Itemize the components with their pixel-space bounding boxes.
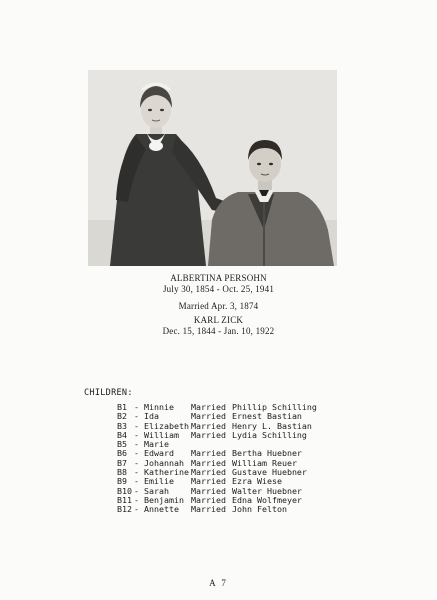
- child-spouse: Lydia Schilling: [232, 429, 307, 440]
- child-spouse: Phillip Schilling: [232, 402, 317, 412]
- child-code: B9: [117, 476, 127, 487]
- child-status: Married: [191, 411, 226, 422]
- child-status: Married: [191, 420, 226, 431]
- child-name: Elizabeth: [144, 420, 189, 431]
- caption-wife: [0, 273, 437, 295]
- child-code: B3: [117, 420, 127, 431]
- wife-name: ALBERTINA PERSOHN: [170, 273, 267, 283]
- list-item: [117, 505, 322, 514]
- child-name: Edward: [144, 448, 174, 459]
- children-list: [117, 403, 322, 515]
- child-spouse: Walter Huebner: [232, 485, 302, 496]
- child-code: B2: [117, 411, 127, 422]
- child-code: B4: [117, 429, 127, 440]
- portrait-image: [88, 70, 337, 266]
- child-code: B7: [117, 457, 127, 468]
- child-name: Annette: [144, 504, 179, 515]
- child-dash: -: [134, 429, 139, 440]
- child-dash: -: [134, 402, 139, 412]
- husband-name: KARL ZICK: [193, 315, 244, 325]
- child-dash: -: [134, 457, 139, 468]
- child-name: Katherine: [144, 467, 189, 478]
- child-name: William: [144, 429, 179, 440]
- wife-dates: July 30, 1854 - Oct. 25, 1941: [162, 284, 275, 294]
- child-dash: -: [134, 504, 139, 515]
- child-status: Married: [191, 402, 226, 412]
- child-status: Married: [191, 448, 226, 459]
- husband-dates: Dec. 15, 1844 - Jan. 10, 1922: [162, 326, 275, 336]
- child-code: B6: [117, 448, 127, 459]
- child-dash: -: [134, 420, 139, 431]
- child-code: B11: [117, 494, 132, 505]
- child-dash: -: [134, 494, 139, 505]
- children-heading: CHILDREN:: [84, 388, 133, 398]
- child-dash: -: [134, 448, 139, 459]
- child-name: Ida: [144, 411, 159, 422]
- child-status: Married: [191, 504, 226, 515]
- child-status: Married: [191, 467, 226, 478]
- child-code: B12: [117, 504, 132, 515]
- child-name: Johannah: [144, 457, 184, 468]
- marriage-date: Married Apr. 3, 1874: [178, 301, 259, 311]
- child-dash: -: [134, 476, 139, 487]
- child-spouse: Henry L. Bastian: [232, 420, 312, 431]
- child-status: Married: [191, 429, 226, 440]
- child-name: Benjamin: [144, 494, 184, 505]
- child-spouse: John Felton: [232, 504, 287, 515]
- child-status: Married: [191, 457, 226, 468]
- child-spouse: Ezra Wiese: [232, 476, 282, 487]
- child-dash: -: [134, 485, 139, 496]
- child-dash: -: [134, 439, 139, 450]
- child-spouse: William Reuer: [232, 457, 297, 468]
- child-name: Sarah: [144, 485, 169, 496]
- child-code: B1: [117, 402, 127, 412]
- child-dash: -: [134, 411, 139, 422]
- caption-marriage-husband: [0, 301, 437, 337]
- child-spouse: Bertha Huebner: [232, 448, 302, 459]
- child-status: Married: [191, 494, 226, 505]
- child-spouse: Gustave Huebner: [232, 467, 307, 478]
- child-name: Minnie: [144, 402, 174, 412]
- child-dash: -: [134, 467, 139, 478]
- child-spouse: Edna Wolfmeyer: [232, 494, 302, 505]
- portrait-photo: [88, 70, 337, 266]
- child-name: Emilie: [144, 476, 174, 487]
- child-spouse: Ernest Bastian: [232, 411, 302, 422]
- child-status: Married: [191, 485, 226, 496]
- page-number: A 7: [209, 578, 228, 588]
- child-code: B5: [117, 439, 127, 450]
- child-code: B8: [117, 467, 127, 478]
- child-code: B10: [117, 485, 132, 496]
- child-status: Married: [191, 476, 226, 487]
- child-name: Marie: [144, 439, 169, 450]
